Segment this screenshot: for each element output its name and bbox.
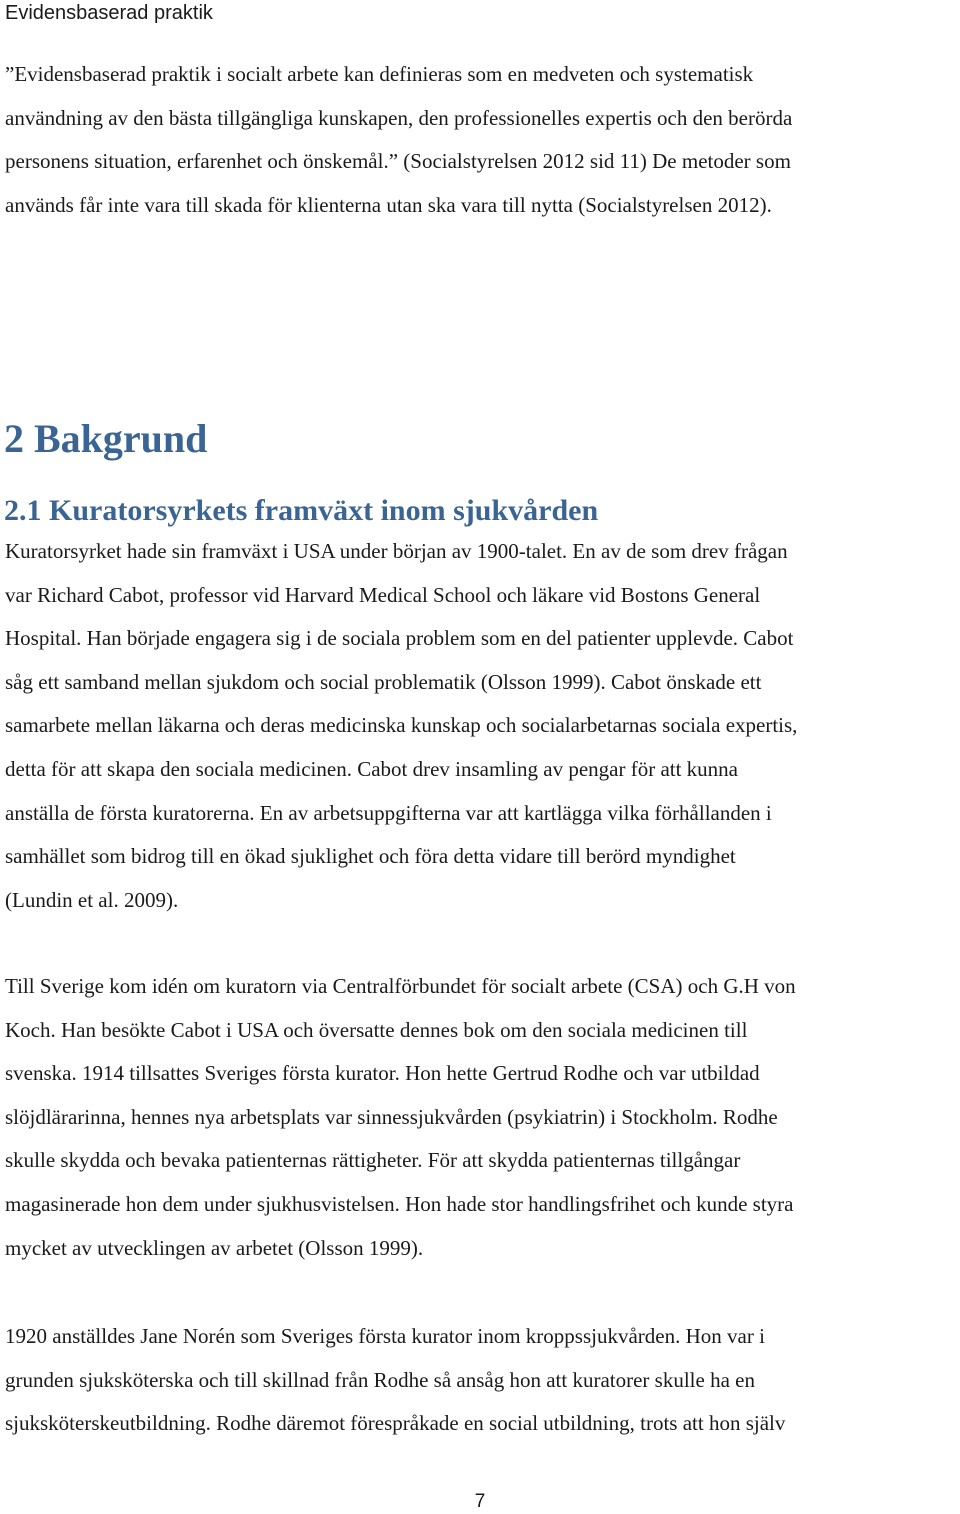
text-line: användning av den bästa tillgängliga kunskapen, den professionelles expertis och den berörda [5,105,793,130]
text-line: Kuratorsyrket hade sin framväxt i USA under början av 1900-talet. En av de som drev frågan [5,539,788,563]
body-paragraph [5,965,960,1270]
text-line: 1920 anställdes Jane Norén som Sveriges första kurator inom kroppssjukvården. Hon var i [5,1324,765,1348]
body-paragraph [5,1315,960,1446]
text-line: samarbete mellan läkarna och deras medicinska kunskap och socialarbetarnas sociala expertis, [5,713,798,738]
text-line: sjuksköterskeutbildning. Rodhe däremot förespråkade en social utbildning, trots att hon själv [5,1411,786,1436]
text-line: slöjdlärarinna, hennes nya arbetsplats var sinnessjukvården (psykiatrin) i Stockholm. Rodhe [5,1104,778,1129]
text-line: personens situation, erfarenhet och önskemål.” (Socialstyrelsen 2012 sid 11) De metoder som [5,149,791,174]
text-line: magasinerade hon dem under sjukhusvistelsen. Hon hade stor handlingsfrihet och kunde styra [5,1191,794,1216]
text-line: mycket av utvecklingen av arbetet (Olsson 1999). [5,1235,424,1260]
intro-paragraph [5,53,960,227]
text-line: samhället som bidrog till en ökad sjuklighet och föra detta vidare till berörd myndighet [5,844,736,869]
text-line: grunden sjuksköterska och till skillnad från Rodhe så ansåg hon att kuratorer skulle ha en [5,1367,755,1392]
section-heading: 2 Bakgrund [4,416,208,461]
subsection-heading: 2.1 Kuratorsyrkets framväxt inom sjukvården [4,494,599,527]
text-line: såg ett samband mellan sjukdom och social problematik (Olsson 1999). Cabot önskade ett [5,669,762,694]
text-line: var Richard Cabot, professor vid Harvard Medical School och läkare vid Bostons General [5,582,761,607]
page-number: 7 [474,1491,486,1512]
text-line: detta för att skapa den sociala medicinen. Cabot drev insamling av pengar för att kunna [5,756,739,781]
text-line: används får inte vara till skada för klienterna utan ska vara till nytta (Socialstyrelsen 2012). [5,192,772,217]
text-line: Hospital. Han började engagera sig i de sociala problem som en del patienter upplevde. Cabot [5,626,794,651]
text-line: ”Evidensbaserad praktik i socialt arbete kan definieras som en medveten och systematisk [5,62,754,86]
text-line: skulle skydda och bevaka patienternas rättigheter. För att skydda patienternas tillgångar [5,1148,741,1173]
text-line: svenska. 1914 tillsattes Sveriges första kurator. Hon hette Gertrud Rodhe och var utbildad [5,1061,760,1086]
text-line: anställa de första kuratorerna. En av arbetsuppgifterna var att kartlägga vilka förhållanden i [5,800,772,825]
text-line: Till Sverige kom idén om kuratorn via Centralförbundet för socialt arbete (CSA) och G.H von [5,974,796,998]
text-line: Koch. Han besökte Cabot i USA och översatte dennes bok om den sociala medicinen till [5,1017,748,1042]
running-label: Evidensbaserad praktik [5,2,213,24]
text-line: (Lundin et al. 2009). [5,887,179,912]
body-paragraph [5,530,960,922]
